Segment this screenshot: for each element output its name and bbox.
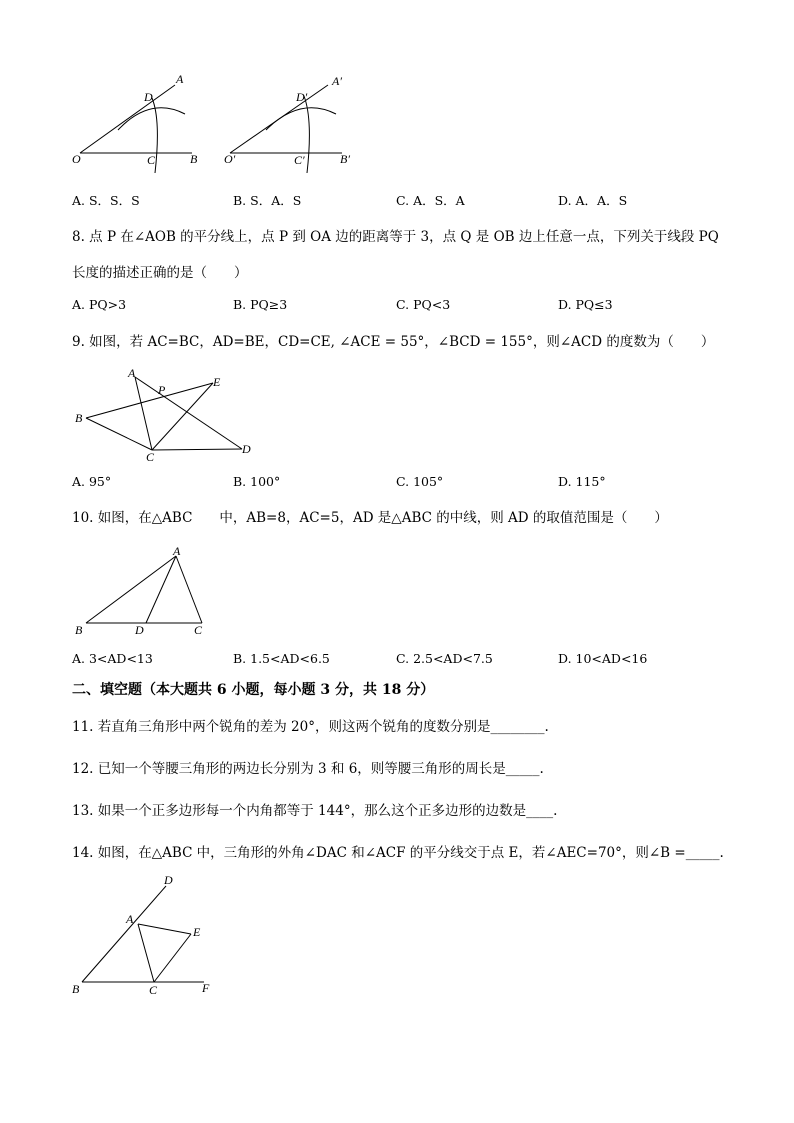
q9-label-C: C <box>146 450 155 464</box>
q9-option-c[interactable]: C. 105° <box>396 474 444 489</box>
q9-label-P: P <box>158 383 166 397</box>
q7-option-a[interactable]: A. S．S．S <box>72 193 140 208</box>
q14-label-E: E <box>193 925 201 939</box>
q8-text-line2: 长度的描述正确的是（ ） <box>72 265 248 281</box>
q14-label-A: A <box>126 912 134 926</box>
q9-label-B: B <box>75 411 83 425</box>
q13-text: 13. 如果一个正多边形每一个内角都等于 144°，那么这个正多边形的边数是____. <box>72 803 558 819</box>
q9-label-A: A <box>128 366 136 380</box>
q8-text-line1: 8. 点 P 在∠AOB 的平分线上，点 P 到 OA 边的距离等于 3，点 Q 是 OB 边上任意一点，下列关于线段 PQ <box>72 229 719 245</box>
q12-text: 12. 已知一个等腰三角形的两边长分别为 3 和 6，则等腰三角形的周长是_____. <box>72 761 544 777</box>
label-O: O <box>72 152 81 166</box>
label-O-prime: O′ <box>224 152 236 166</box>
q7-option-c[interactable]: C. A．S．A <box>396 193 465 208</box>
q14-label-C: C <box>149 983 158 997</box>
q11-text: 11. 若直角三角形中两个锐角的差为 20°，则这两个锐角的度数分别是________. <box>72 719 549 735</box>
q8-option-a[interactable]: A. PQ>3 <box>72 297 127 312</box>
label-C: C <box>147 153 156 167</box>
label-B: B <box>190 152 198 166</box>
q9-label-D: D <box>242 442 251 456</box>
label-A-prime: A′ <box>332 74 342 88</box>
q10-option-b[interactable]: B. 1.5<AD<6.5 <box>233 651 330 666</box>
q9-figure <box>70 365 260 465</box>
q14-label-B: B <box>72 982 80 996</box>
right-construction-diagram <box>230 85 342 173</box>
q10-label-D: D <box>135 623 144 637</box>
label-D: D <box>144 90 153 104</box>
left-construction-diagram <box>80 85 192 173</box>
q10-label-B: B <box>75 623 83 637</box>
q8-option-d[interactable]: D. PQ≤3 <box>558 297 613 312</box>
angle-bisector-construction-figure <box>60 68 370 173</box>
q10-option-c[interactable]: C. 2.5<AD<7.5 <box>396 651 493 666</box>
label-A: A <box>176 72 184 86</box>
q7-option-b[interactable]: B. S．A．S <box>233 193 302 208</box>
q9-text: 9. 如图，若 AC=BC，AD=BE，CD=CE, ∠ACE = 55°，∠BCD = 155°，则∠ACD 的度数为（ ） <box>72 334 715 350</box>
section-title-fill-in: 二、填空题（本大题共 6 小题，每小题 3 分，共 18 分） <box>72 682 435 698</box>
q10-text: 10. 如图，在△ABC 中，AB=8，AC=5，AD 是△ABC 的中线，则 AD 的取值范围是（ ） <box>72 510 668 526</box>
q10-figure <box>70 542 220 637</box>
q10-label-A: A <box>173 544 181 558</box>
q10-label-C: C <box>194 623 203 637</box>
q8-option-b[interactable]: B. PQ≥3 <box>233 297 288 312</box>
q14-label-F: F <box>202 981 210 995</box>
q14-label-D: D <box>164 873 173 887</box>
label-C-prime: C′ <box>294 153 305 167</box>
q14-text: 14. 如图，在△ABC 中，三角形的外角∠DAC 和∠ACF 的平分线交于点 E，若∠AEC=70°，则∠B =_____. <box>72 845 724 861</box>
q14-figure <box>68 872 228 1000</box>
q9-label-E: E <box>213 375 221 389</box>
label-B-prime: B′ <box>340 152 350 166</box>
q10-option-a[interactable]: A. 3<AD<13 <box>72 651 153 666</box>
q8-option-c[interactable]: C. PQ<3 <box>396 297 451 312</box>
q10-option-d[interactable]: D. 10<AD<16 <box>558 651 648 666</box>
q9-option-a[interactable]: A. 95° <box>72 474 112 489</box>
q7-option-d[interactable]: D. A．A．S <box>558 193 628 208</box>
label-D-prime: D′ <box>296 90 308 104</box>
q9-option-b[interactable]: B. 100° <box>233 474 281 489</box>
q9-option-d[interactable]: D. 115° <box>558 474 606 489</box>
